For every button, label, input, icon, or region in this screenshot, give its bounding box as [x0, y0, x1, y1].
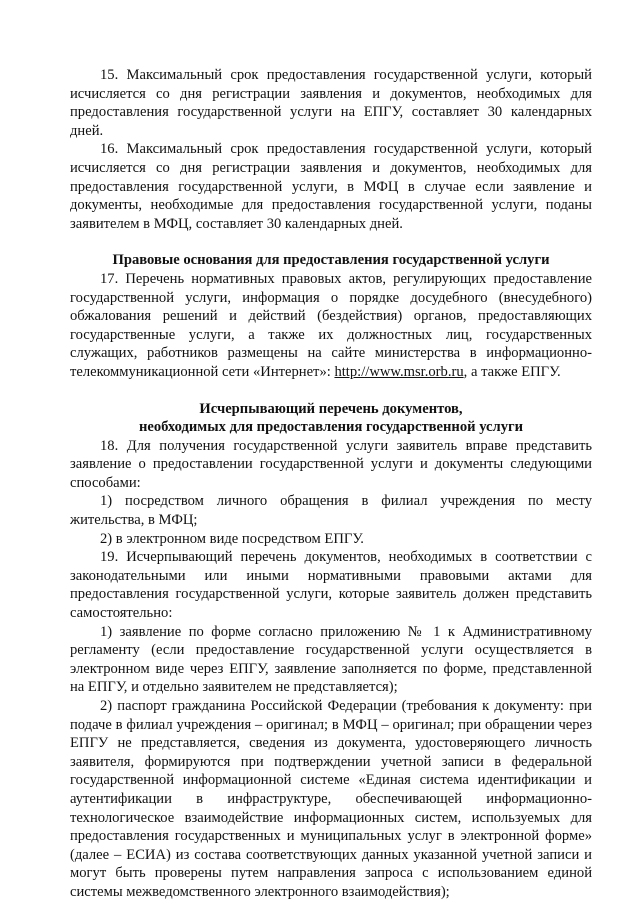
paragraph-17-text: 17. Перечень нормативных правовых актов, регулирующих предоставление государственной услуги, информация о порядке досудебного (внесудебного) обжалования решений и действий (бездействия) органов, предоставляющих государственные услуги, а также их должностных лиц, государственных служащих, работников размещены на сайте министерства в информационно-телекоммуникационной сети «Интернет»: — [70, 270, 592, 380]
ministry-website-link[interactable]: http://www.msr.orb.ru — [334, 363, 464, 380]
paragraph-17-tail: , а также ЕПГУ. — [463, 363, 561, 380]
paragraph-19: 19. Исчерпывающий перечень документов, необходимых в соответствии с законодательными или иными нормативными правовыми актами для предоставления государственной услуги, которые заявитель должен представить самостоятельно: — [70, 549, 592, 622]
paragraph-17 — [70, 270, 592, 382]
document-body — [70, 66, 592, 902]
paragraph-18: 18. Для получения государственной услуги заявитель вправе представить заявление о предоставлении государственной услуги и документы следующими способами: — [70, 437, 592, 491]
heading-documents-line-2: необходимых для предоставления государственной услуги — [138, 419, 524, 436]
section-spacer — [70, 233, 592, 251]
heading-legal-basis: Правовые основания для предоставления государственной услуги — [112, 252, 550, 269]
paragraph-19-item-2: 2) паспорт гражданина Российской Федерации (требования к документу: при подаче в филиал учреждения – оригинал; в МФЦ – оригинал; при обращении через ЕПГУ не представляется, сведения из документа, удостоверяющего личность заявителя, формируются при подтверждении учетной записи в федеральной государственной информационной системе «Единая система идентификации и аутентификации в инфраструктуре, обеспечивающей информационно-технологическое взаимодействие информационных систем, используемых для предоставления государственных и муниципальных услуг в электронной форме» (далее – ЕСИА) из состава соответствующих данных указанной учетной записи и могут быть проверены путем направления запроса с использованием единой системы межведомственного электронного взаимодействия); — [70, 698, 592, 900]
paragraph-18-item-2: 2) в электронном виде посредством ЕПГУ. — [100, 530, 364, 547]
paragraph-15: 15. Максимальный срок предоставления государственной услуги, который исчисляется со дня регистрации заявления и документов, необходимых для предоставления государственной услуги на ЕПГУ, составляет 30 календарных дней. — [70, 67, 592, 139]
section-spacer — [70, 382, 592, 400]
paragraph-16: 16. Максимальный срок предоставления государственной услуги, который исчисляется со дня регистрации заявления и документов, необходимых для предоставления государственной услуги, в МФЦ в случае если заявление и документы, необходимые для предоставления государственной услуги, поданы заявителем в МФЦ, составляет 30 календарных дней. — [70, 141, 592, 232]
paragraph-18-item-1: 1) посредством личного обращения в филиал учреждения по месту жительства, в МФЦ; — [70, 493, 592, 529]
paragraph-19-item-1: 1) заявление по форме согласно приложению № 1 к Административному регламенту (если предоставление государственной услуги осуществляется в электронном виде через ЕПГУ, заявление заполняется по форме, представленной на ЕПГУ, и отдельно заявителем не представляется); — [70, 623, 592, 696]
heading-documents-line-1: Исчерпывающий перечень документов, — [199, 400, 463, 417]
